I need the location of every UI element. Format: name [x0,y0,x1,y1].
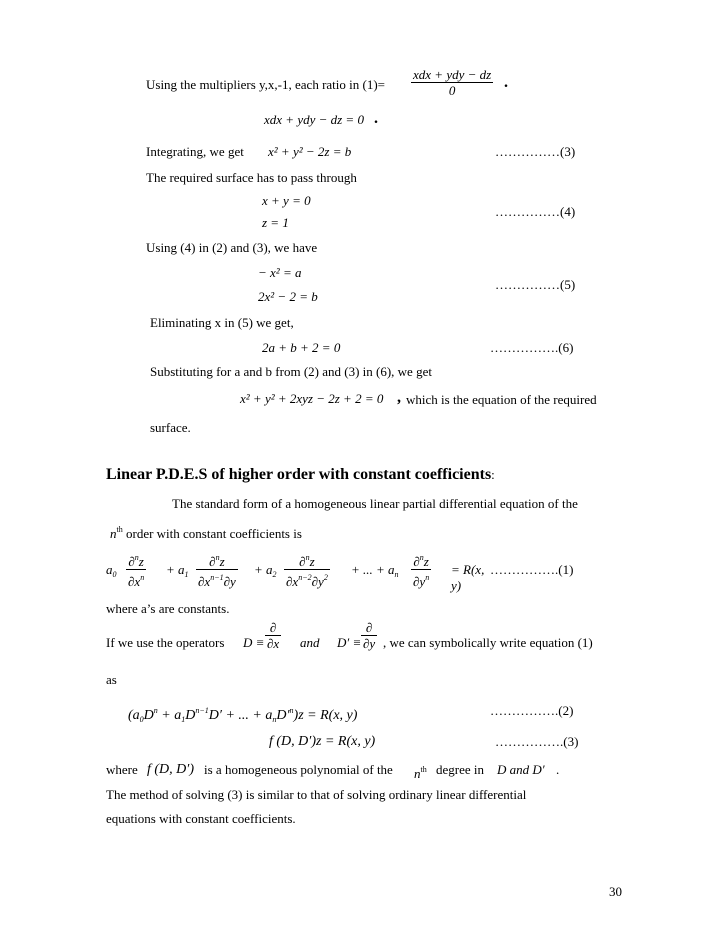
eliminating-text: Eliminating x in (5) we get, [150,315,294,330]
surface-text: The required surface has to pass through [146,170,357,185]
ratio-denominator: 0 [411,82,493,98]
n-letter: n [414,766,421,781]
period-mark: . [374,110,378,127]
operator-D-prime: D′ ≡ [337,635,362,650]
equation-3: x² + y² − 2z = b [268,144,352,159]
d-dx-fraction: ∂ ∂x [267,620,280,651]
equation-ref-pde1: …………….(1) [490,562,574,577]
pde-equation: $a_0$ $\frac{\partial^nz}{\partial x^n}$ + $a_1$ $\frac{\partial^nz}{\partial x^{n-1}\partial y}$ + $a_2$ $\frac{\partial^nz}{\partial x^{n-2}\partial y^2}$ + ... + $a_n$ $\frac{\partial^nz}{\partial y^n}$ = R(x, y) [106,553,485,593]
f-of-D: f (D, D′) [147,762,194,777]
homogeneous-text: is a homogeneous polynomial of the [204,762,393,777]
pde-rhs: = R(x, y) [451,562,485,593]
as-word: as [106,672,117,687]
operator-and: and [300,635,320,650]
nth-order-line [110,522,302,542]
multipliers-text: Using the multipliers y,x,-1, each ratio in (1)= [146,77,385,92]
equation-6: 2a + b + 2 = 0 [262,340,341,355]
page-number: 30 [609,884,622,899]
equation-ref-3b: …………….(3) [495,734,579,749]
standard-form-text: The standard form of a homogeneous linear partial differential equation of the [172,496,578,511]
substituting-text: Substituting for a and b from (2) and (3) in (6), we get [150,364,432,379]
comma-mark: , [397,389,401,406]
operator-D: D ≡ [243,635,265,650]
equation-5-line2: 2x² − 2 = b [258,289,318,304]
equation-4-line2: z = 1 [262,215,289,230]
final-text: which is the equation of the required [406,392,597,407]
operator-equation-3: f (D, D′)z = R(x, y) [269,734,376,749]
equation-4-line1: x + y = 0 [262,193,311,208]
surface-word: surface. [150,420,191,435]
equation-zero: xdx + ydy − dz = 0 [264,112,364,127]
symbolic-text: , we can symbolically write equation (1) [383,635,593,650]
ratio-fraction [411,67,493,98]
equation-ref-3: ……………(3) [495,144,576,159]
where-constants-text: where a’s are constants. [106,601,230,616]
equation-5-line1: − x² = a [258,265,302,280]
heading-text: Linear P.D.E.S of higher order with constant coefficients [106,466,492,483]
operators-text: If we use the operators [106,635,225,650]
period-mark: . [556,762,560,777]
equation-ref-5: ……………(5) [495,277,576,292]
ratio-numerator: xdx + ydy − dz [413,67,492,82]
method-line-2: equations with constant coefficients. [106,811,296,826]
final-equation: x² + y² + 2xyz − 2z + 2 = 0 [240,391,384,406]
th-superscript: th [116,525,123,534]
section-heading [106,466,495,484]
d-and-d-prime: D and D′ [497,762,545,777]
using-4-text: Using (4) in (2) and (3), we have [146,240,318,255]
equation-2-rhs: z = R(x, y) [298,708,358,723]
d-dy-fraction: ∂ ∂y [363,620,376,651]
equation-ref-6: …………….(6) [490,340,574,355]
n-letter: n [110,526,117,541]
nth-degree [414,762,427,782]
integrating-text: Integrating, we get [146,144,244,159]
period-mark: . [504,74,508,91]
where-word: where [106,762,138,777]
th-superscript: th [420,765,427,774]
heading-colon: : [491,467,495,482]
nth-order-text: order with constant coefficients is [125,526,302,541]
method-line-1: The method of solving (3) is similar to that of solving ordinary linear differential [106,787,527,802]
operator-equation-2: ($a_0D^n + a_1D^{n-1}D'$ + ... + $a_nD'^n)z = R(x$, y) [128,706,358,724]
equation-ref-2: …………….(2) [490,703,574,718]
degree-in-text: degree in [436,762,485,777]
equation-ref-4: ……………(4) [495,204,576,219]
